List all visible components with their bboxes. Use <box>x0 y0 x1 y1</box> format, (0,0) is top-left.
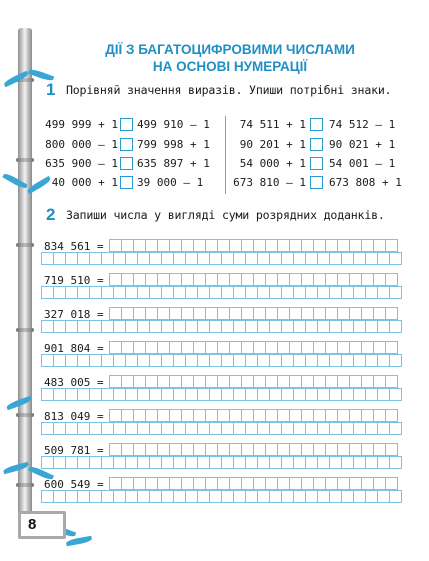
bamboo-node <box>16 413 34 417</box>
number-label: 901 804 = <box>44 342 104 355</box>
answer-grid[interactable] <box>109 375 398 388</box>
expression-left: 673 810 – 1 <box>233 176 306 189</box>
expression-left: 800 000 – 1 <box>45 138 118 151</box>
expression-right: 499 910 – 1 <box>137 118 210 131</box>
comparison-answer-box[interactable] <box>310 157 323 170</box>
bamboo-node <box>16 483 34 487</box>
bamboo-node <box>16 328 34 332</box>
comparison-row <box>44 138 404 153</box>
number-label: 509 781 = <box>44 444 104 457</box>
expression-left: 40 000 + 1 <box>51 176 118 189</box>
answer-grid[interactable] <box>109 443 398 456</box>
comparison-row <box>44 157 404 172</box>
answer-grid[interactable] <box>109 409 398 422</box>
expression-left: 54 000 + 1 <box>239 157 306 170</box>
task-2-instruction: Запиши числа у вигляді суми розрядних доданків. <box>66 208 385 222</box>
answer-grid[interactable] <box>109 239 398 252</box>
comparison-answer-box[interactable] <box>120 176 133 189</box>
bamboo-node <box>16 158 34 162</box>
expression-left: 90 201 + 1 <box>239 138 306 151</box>
page-title <box>60 41 400 75</box>
number-label: 719 510 = <box>44 274 104 287</box>
task-1-instruction: Порівняй значення виразів. Упиши потрібні знаки. <box>66 83 392 97</box>
expression-right: 635 897 + 1 <box>137 157 210 170</box>
answer-grid[interactable] <box>109 477 398 490</box>
page-number: 8 <box>28 516 37 533</box>
comparison-answer-box[interactable] <box>120 118 133 131</box>
page-number-frame <box>18 511 66 539</box>
leaf-icon <box>66 536 93 546</box>
bamboo-decoration <box>18 28 32 516</box>
expression-left: 74 511 + 1 <box>239 118 306 131</box>
answer-grid[interactable] <box>41 320 402 333</box>
expression-right: 74 512 – 1 <box>329 118 396 131</box>
number-label: 483 005 = <box>44 376 104 389</box>
page-title-line1: ДІЇ З БАГАТОЦИФРОВИМИ ЧИСЛАМИ <box>105 42 355 57</box>
comparison-answer-box[interactable] <box>120 157 133 170</box>
answer-grid[interactable] <box>109 273 398 286</box>
comparison-row <box>44 118 404 133</box>
answer-grid[interactable] <box>41 490 402 503</box>
task-2-number: 2 <box>46 205 56 224</box>
expression-right: 799 998 + 1 <box>137 138 210 151</box>
number-label: 327 018 = <box>44 308 104 321</box>
comparison-answer-box[interactable] <box>310 176 323 189</box>
answer-grid[interactable] <box>41 456 402 469</box>
task-1-number: 1 <box>46 80 56 99</box>
expression-right: 90 021 + 1 <box>329 138 396 151</box>
expression-left: 635 900 – 1 <box>45 157 118 170</box>
column-divider <box>225 116 226 194</box>
answer-grid[interactable] <box>41 286 402 299</box>
expression-left: 499 999 + 1 <box>45 118 118 131</box>
answer-grid[interactable] <box>41 422 402 435</box>
expression-right: 673 808 + 1 <box>329 176 402 189</box>
number-label: 600 549 = <box>44 478 104 491</box>
comparison-answer-box[interactable] <box>310 138 323 151</box>
answer-grid[interactable] <box>41 354 402 367</box>
answer-grid[interactable] <box>41 252 402 265</box>
comparison-answer-box[interactable] <box>310 118 323 131</box>
answer-grid[interactable] <box>109 307 398 320</box>
expression-right: 54 001 – 1 <box>329 157 396 170</box>
number-label: 834 561 = <box>44 240 104 253</box>
number-label: 813 049 = <box>44 410 104 423</box>
page-title-line2: НА ОСНОВІ НУМЕРАЦІЇ <box>152 59 308 74</box>
answer-grid[interactable] <box>41 388 402 401</box>
bamboo-node <box>16 243 34 247</box>
expression-right: 39 000 – 1 <box>137 176 204 189</box>
comparison-answer-box[interactable] <box>120 138 133 151</box>
answer-grid[interactable] <box>109 341 398 354</box>
comparison-row <box>44 176 404 191</box>
